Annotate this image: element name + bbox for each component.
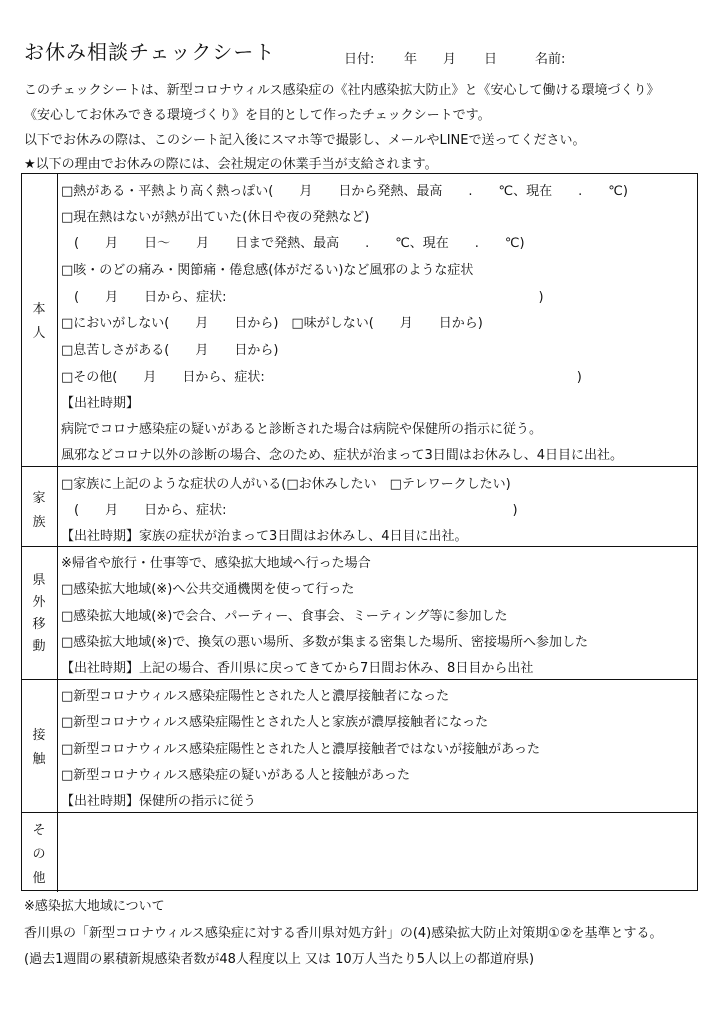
section-label-char: 人 xyxy=(32,326,46,341)
section-label-char: 県 xyxy=(32,573,46,588)
check-item-family-symptoms[interactable]: □家族に上記のような症状の人がいる(□お休みしたい □テレワークしたい) xyxy=(61,477,511,492)
other-free-text-area[interactable] xyxy=(62,819,692,885)
check-item-gathering[interactable]: □感染拡大地域(※)で会合、パーティー、食事会、ミーティング等に参加した xyxy=(61,609,508,624)
fill-in-line: ( 月 日から、症状: ) xyxy=(74,503,518,518)
page-title: お休み相談チェックシート xyxy=(24,40,276,64)
travel-note: ※帰省や旅行・仕事等で、感染拡大地域へ行った場合 xyxy=(61,556,371,571)
footer-note-heading: ※感染拡大地域について xyxy=(24,899,165,914)
check-item-family-close-contact[interactable]: □新型コロナウィルス感染症陽性とされた人と家族が濃厚接触者になった xyxy=(61,715,489,730)
check-item-past-fever[interactable]: □現在熱はないが熱が出ていた(休日や夜の発熱など) xyxy=(61,210,370,225)
date-label: 日付: xyxy=(344,52,375,67)
check-item-smell-taste[interactable]: □においがしない( 月 日から) □味がしない( 月 日から) xyxy=(61,316,483,331)
section-label-char: 族 xyxy=(32,515,46,530)
month-label: 月 xyxy=(443,52,457,67)
check-item-suspected-contact[interactable]: □新型コロナウィルス感染症の疑いがある人と接触があった xyxy=(61,768,410,783)
section-label-char: の xyxy=(32,847,46,862)
fill-in-line: ( 月 日から、症状: ) xyxy=(74,290,544,305)
section-label-char: そ xyxy=(32,823,46,838)
section-travel xyxy=(22,546,697,679)
intro-line: 以下でお休みの際は、このシート記入後にスマホ等で撮影し、メールやLINEで送ってください。 xyxy=(24,133,586,148)
day-label: 日 xyxy=(484,52,498,67)
section-family-label xyxy=(22,467,58,546)
return-rule: 【出社時期】上記の場合、香川県に戻ってきてから7日間お休み、8日目から出社 xyxy=(61,661,534,676)
section-self xyxy=(22,174,697,466)
section-self-label xyxy=(22,174,58,466)
section-label-char: 家 xyxy=(32,491,46,506)
section-label-char: 触 xyxy=(32,752,46,767)
return-rule: 【出社時期】保健所の指示に従う xyxy=(61,794,257,809)
footer-note: (過去1週間の累積新規感染者数が48人程度以上 又は 10万人当たり5人以上の都道府県) xyxy=(24,952,535,967)
section-label-char: 外 xyxy=(32,595,46,610)
check-item-non-close-contact[interactable]: □新型コロナウィルス感染症陽性とされた人と濃厚接触者ではないが接触があった xyxy=(61,742,540,757)
section-other-label xyxy=(22,813,58,892)
check-item-other-symptom[interactable]: □その他( 月 日から、症状: ) xyxy=(61,370,582,385)
section-label-char: 移 xyxy=(32,617,46,632)
year-label: 年 xyxy=(404,52,418,67)
check-table xyxy=(21,173,698,891)
return-rule: 病院でコロナ感染症の疑いがあると診断された場合は病院や保健所の指示に従う。 xyxy=(61,422,543,437)
return-timing-heading: 【出社時期】 xyxy=(61,396,140,411)
section-contact-label xyxy=(22,680,58,812)
check-item-close-contact[interactable]: □新型コロナウィルス感染症陽性とされた人と濃厚接触者になった xyxy=(61,689,450,704)
name-label: 名前: xyxy=(535,52,566,67)
return-rule: 【出社時期】家族の症状が治まって3日間はお休みし、4日目に出社。 xyxy=(61,529,468,544)
check-item-fever[interactable]: □熱がある・平熱より高く熱っぽい( 月 日から発熱、最高 . ℃、現在 . ℃) xyxy=(61,184,628,199)
intro-line: このチェックシートは、新型コロナウィルス感染症の《社内感染拡大防止》と《安心して働ける環境づくり》 xyxy=(24,83,660,98)
section-label-char: 他 xyxy=(32,871,46,886)
section-label-char: 接 xyxy=(32,728,46,743)
intro-line: ★以下の理由でお休みの際には、会社規定の休業手当が支給されます。 xyxy=(24,157,438,172)
section-travel-label xyxy=(22,547,58,679)
return-rule: 風邪などコロナ以外の診断の場合、念のため、症状が治まって3日間はお休みし、4日目に出社。 xyxy=(61,448,624,463)
check-item-breathing[interactable]: □息苦しさがある( 月 日から) xyxy=(61,343,279,358)
section-contact xyxy=(22,679,697,812)
fill-in-line: ( 月 日〜 月 日まで発熱、最高 . ℃、現在 . ℃) xyxy=(74,236,525,251)
check-item-crowded-place[interactable]: □感染拡大地域(※)で、換気の悪い場所、多数が集まる密集した場所、密接場所へ参加した xyxy=(61,635,589,650)
section-family xyxy=(22,466,697,546)
section-label-char: 本 xyxy=(32,302,46,317)
section-other xyxy=(22,812,697,892)
section-label-char: 動 xyxy=(32,639,46,654)
intro-line: 《安心してお休みできる環境づくり》を目的として作ったチェックシートです。 xyxy=(24,108,491,123)
check-item-public-transport[interactable]: □感染拡大地域(※)へ公共交通機関を使って行った xyxy=(61,582,355,597)
footer-note: 香川県の「新型コロナウィルス感染症に対する香川県対処方針」の(4)感染拡大防止対策期①②を基準とする。 xyxy=(24,926,663,941)
check-item-cold-symptoms[interactable]: □咳・のどの痛み・関節痛・倦怠感(体がだるい)など風邪のような症状 xyxy=(61,263,474,278)
